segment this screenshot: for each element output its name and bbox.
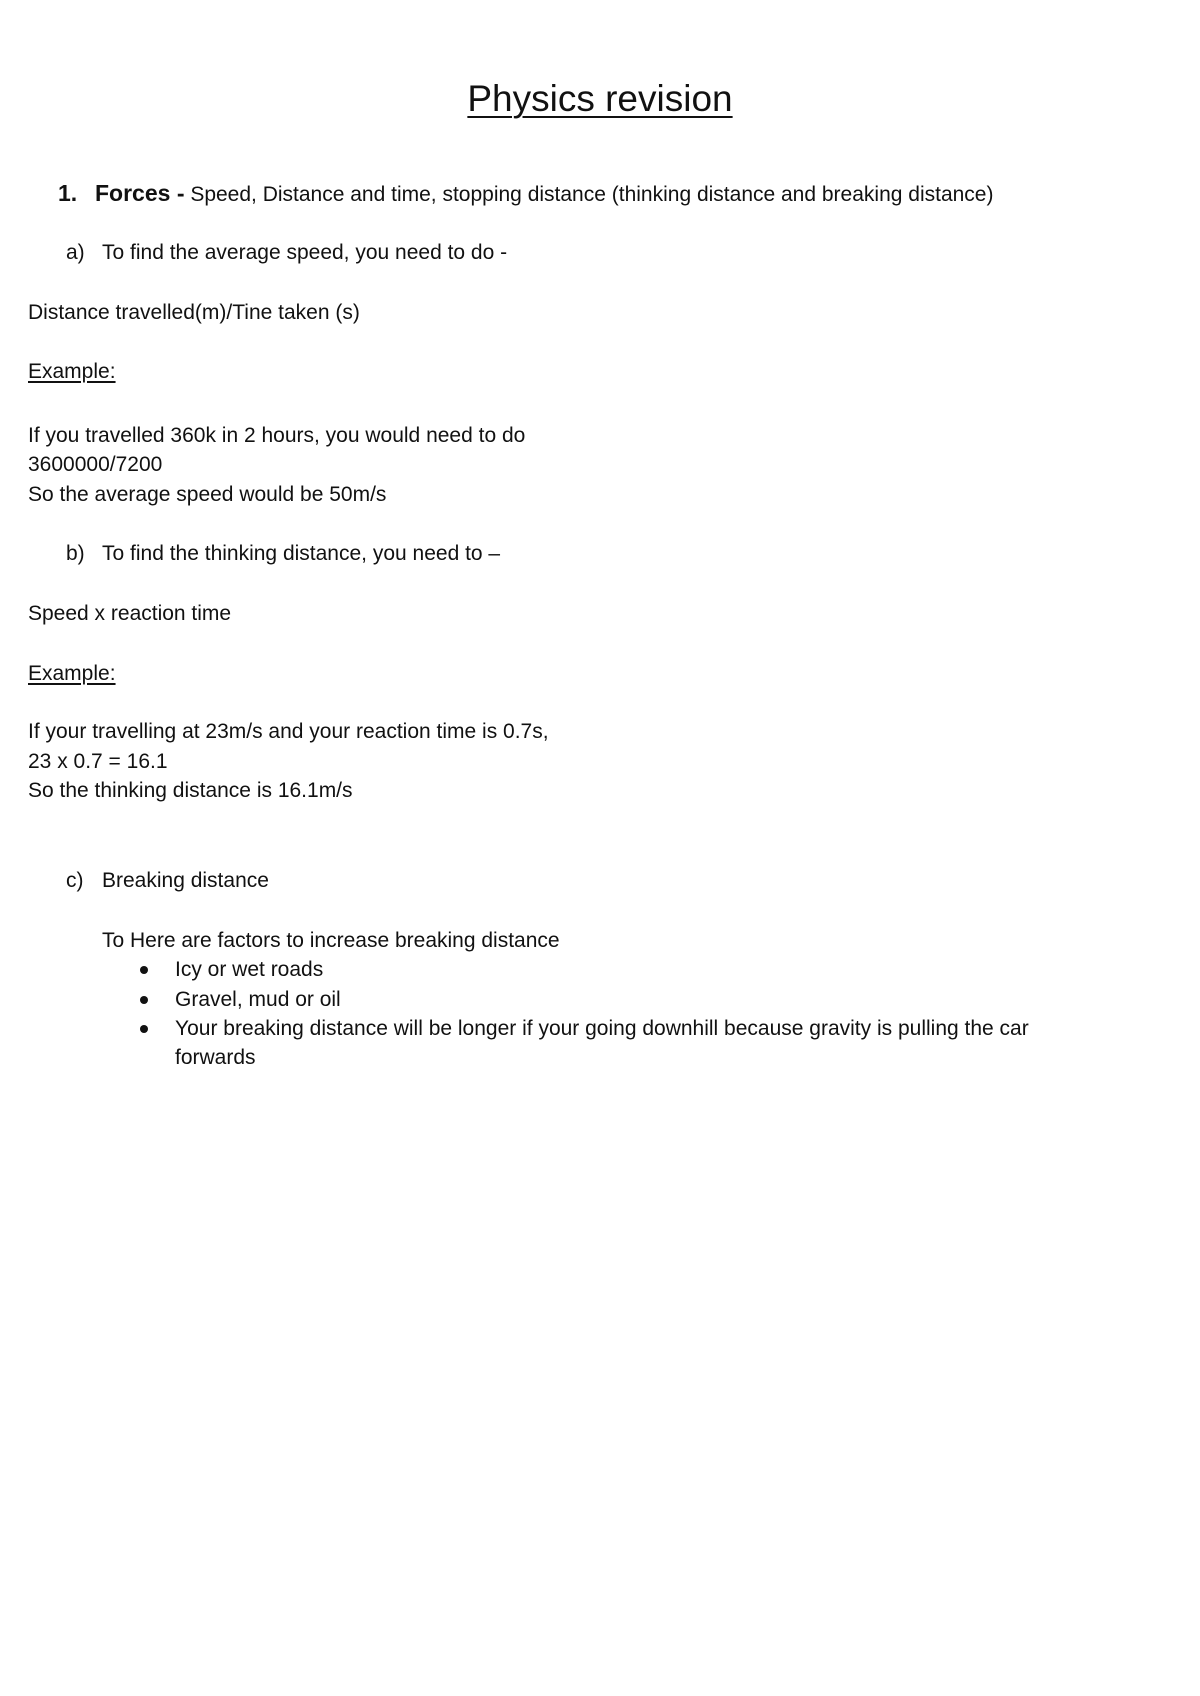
example-label-a: Example: [28,360,116,383]
bullet-item-2: Gravel, mud or oil [175,988,341,1011]
list-marker-b: b) [66,542,85,565]
section-heading-text [95,180,993,208]
section-description: Speed, Distance and time, stopping distance (thinking distance and breaking distance) [184,183,994,206]
example-b-line-2: 23 x 0.7 = 16.1 [28,750,168,773]
part-a-heading: To find the average speed, you need to do - [102,241,508,264]
section-label: Forces - [95,180,185,206]
breaking-factors-intro: To Here are factors to increase breaking distance [102,929,560,952]
example-a-line-1: If you travelled 360k in 2 hours, you would need to do [28,424,526,447]
section-number: 1. [58,180,78,206]
document-title: Physics revision [467,78,733,119]
example-a-line-2: 3600000/7200 [28,453,163,476]
bullet-item-3: Your breaking distance will be longer if your going downhill because gravity is pulling the car [175,1017,1029,1040]
example-a-line-3: So the average speed would be 50m/s [28,483,387,506]
part-b-heading: To find the thinking distance, you need to – [102,542,501,565]
part-c-heading: Breaking distance [102,869,269,892]
section-heading-forces [58,180,77,208]
example-b-line-1: If your travelling at 23m/s and your reaction time is 0.7s, [28,720,549,743]
bullet-icon [140,996,148,1004]
example-b-line-3: So the thinking distance is 16.1m/s [28,779,353,802]
bullet-item-1: Icy or wet roads [175,958,324,981]
average-speed-formula: Distance travelled(m)/Tine taken (s) [28,301,360,324]
thinking-distance-formula: Speed x reaction time [28,602,232,625]
bullet-item-3-continued: forwards [175,1046,256,1069]
bullet-icon [140,966,148,974]
list-marker-c: c) [66,869,84,892]
example-label-b: Example: [28,662,116,685]
bullet-icon [140,1025,148,1033]
list-marker-a: a) [66,241,85,264]
